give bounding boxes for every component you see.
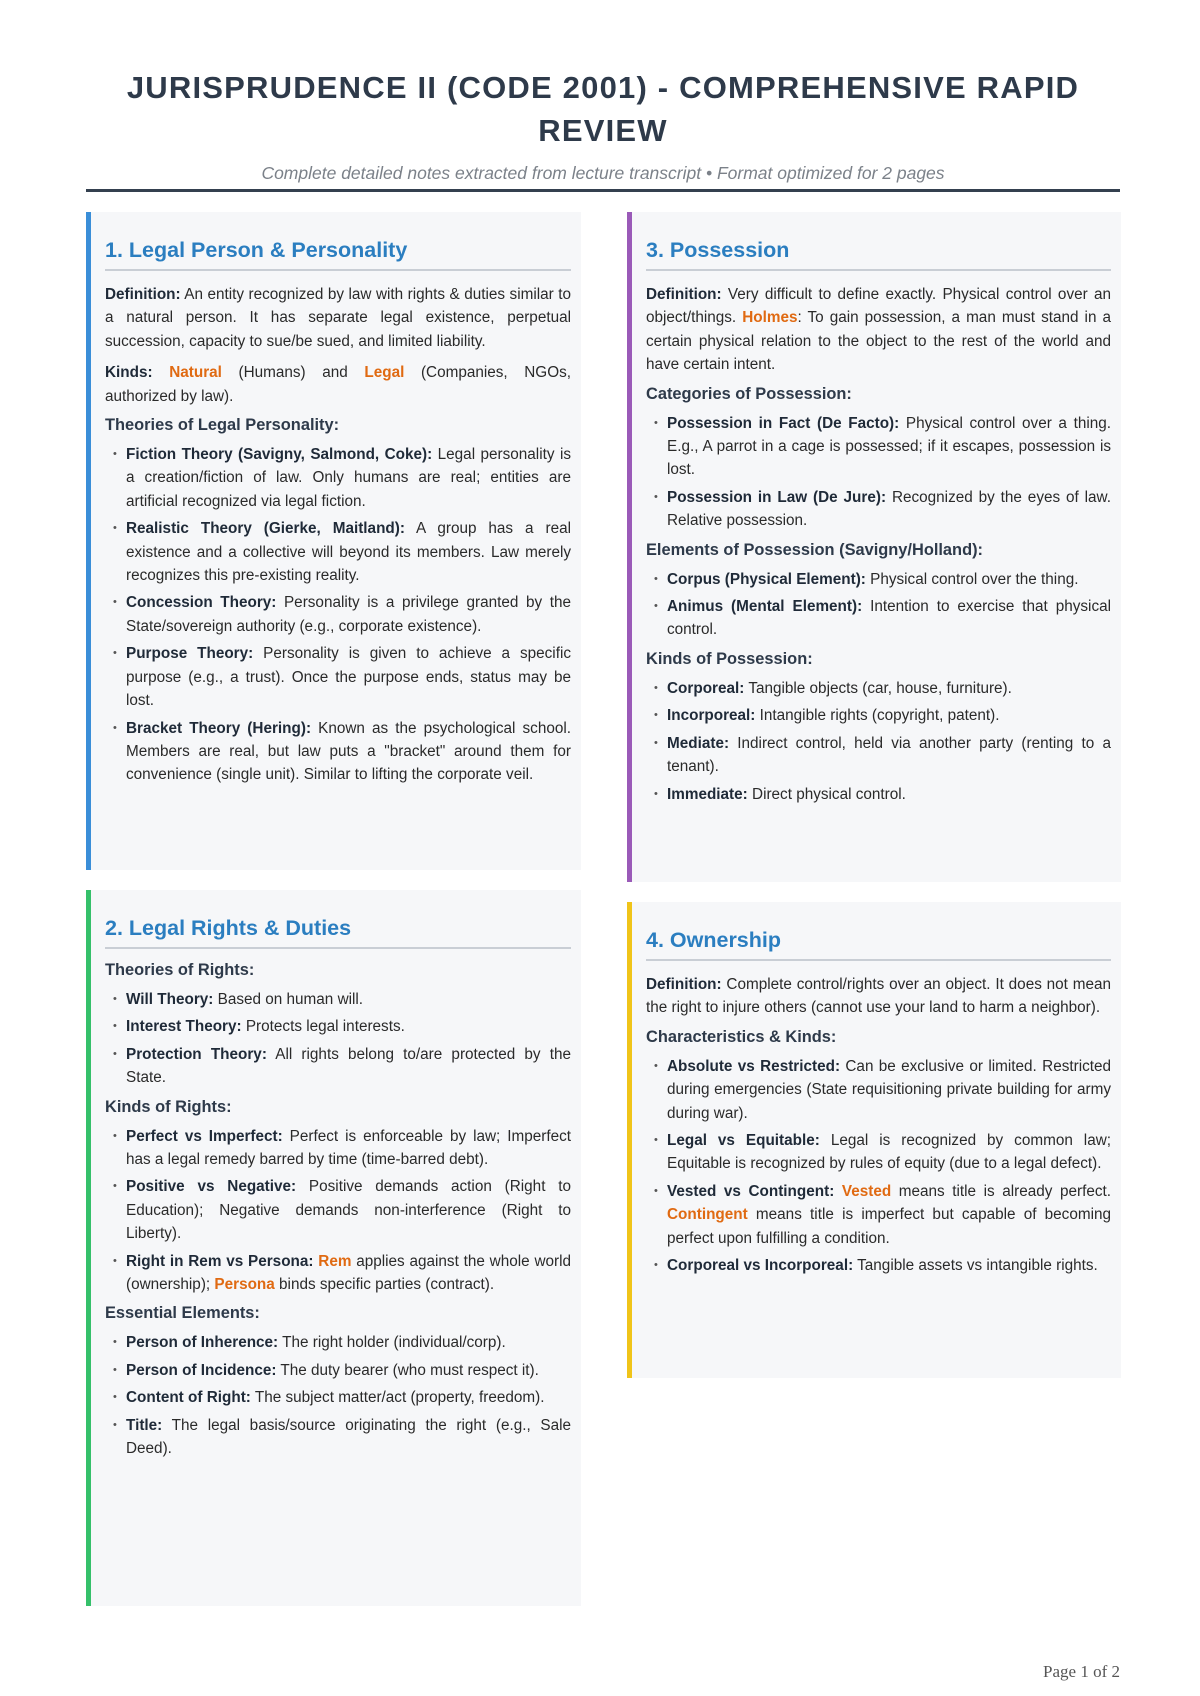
persona-highlight: Persona bbox=[214, 1276, 275, 1294]
definition-text: Complete control/rights over an object. It does not mean the right to injure others (cannot use your land to harm a neighbor). bbox=[646, 976, 1111, 1017]
item-label: Person of Incidence: bbox=[126, 1361, 277, 1379]
list-item bbox=[646, 1180, 1111, 1250]
kinds-label: Kinds: bbox=[105, 364, 153, 382]
rights-theories-list bbox=[105, 988, 571, 1090]
possession-elements-list bbox=[646, 568, 1111, 642]
item-text: The legal basis/source originating the right (e.g., Sale Deed). bbox=[126, 1416, 571, 1458]
page-subtitle: Complete detailed notes extracted from lecture transcript • Format optimized for 2 pages bbox=[261, 163, 945, 183]
definition-label: Definition: bbox=[646, 286, 722, 303]
definition-paragraph bbox=[646, 973, 1111, 1020]
subheading: Theories of Rights: bbox=[105, 961, 255, 979]
item-text: Legal is recognized by common law; Equitable is recognized by rules of equity (due to a legal defect). bbox=[667, 1132, 1112, 1173]
item-label: Protection Theory: bbox=[126, 1045, 267, 1063]
item-label: Possession in Law (De Jure): bbox=[667, 488, 887, 506]
item-text: A group has a real existence and a collective will beyond its members. Law merely recognizes this pre-existing reality. bbox=[126, 520, 571, 585]
page-header bbox=[86, 66, 1120, 184]
definition-paragraph bbox=[646, 283, 1111, 377]
list-item bbox=[105, 1043, 571, 1090]
subheading: Essential Elements: bbox=[105, 1304, 260, 1323]
list-item bbox=[105, 1359, 571, 1382]
list-item bbox=[105, 988, 571, 1011]
section-title: 3. Possession bbox=[646, 238, 1111, 271]
item-text: applies against the whole world (ownership); bbox=[126, 1252, 571, 1294]
definition-text: An entity recognized by law with rights & duties similar to a natural person. It has separate legal existence, perpetual succession, capacity to sue/be sued, and limited liability. bbox=[105, 286, 571, 350]
item-label: Incorporeal: bbox=[667, 707, 756, 725]
item-text: The duty bearer (who must respect it). bbox=[276, 1361, 539, 1379]
list-item bbox=[646, 568, 1111, 591]
page-number: Page 1 of 2 bbox=[1043, 1662, 1120, 1681]
list-item bbox=[105, 1414, 571, 1461]
list-item bbox=[105, 1250, 571, 1297]
item-text: The right holder (individual/corp). bbox=[278, 1334, 506, 1352]
section-legal-rights bbox=[86, 890, 581, 1606]
item-label: Absolute vs Restricted: bbox=[667, 1057, 841, 1075]
section-possession bbox=[627, 212, 1121, 882]
item-label: Corporeal: bbox=[667, 679, 745, 697]
kinds-paragraph bbox=[105, 361, 571, 408]
definition-text: Very difficult to define exactly. Physical control over an object/things. bbox=[646, 286, 1111, 327]
item-text: Can be exclusive or limited. Restricted during emergencies (State requisitioning private building for army during war). bbox=[667, 1057, 1111, 1122]
section-legal-person bbox=[86, 212, 581, 870]
list-item bbox=[646, 704, 1111, 727]
subheading: Theories of Legal Personality: bbox=[105, 416, 340, 435]
item-text: Protects legal interests. bbox=[241, 1018, 405, 1036]
list-item bbox=[646, 1254, 1111, 1277]
list-item bbox=[646, 677, 1111, 700]
item-text: Known as the psychological school. Members are real, but law puts a "bracket" around them for convenience (single unit). Similar to lifting the corporate veil. bbox=[126, 719, 571, 784]
item-label: Right in Rem vs Persona: bbox=[126, 1252, 314, 1270]
item-text: Tangible objects (car, house, furniture). bbox=[744, 679, 1012, 697]
item-label: Immediate: bbox=[667, 785, 748, 803]
contingent-highlight: Contingent bbox=[667, 1206, 748, 1224]
subheading: Elements of Possession (Savigny/Holland): bbox=[646, 540, 983, 559]
subheading: Characteristics & Kinds: bbox=[646, 1027, 837, 1046]
item-label: Positive vs Negative: bbox=[126, 1178, 297, 1196]
item-text: Personality is given to achieve a specific purpose (e.g., a trust). Once the purpose ends, status may be lost. bbox=[126, 645, 571, 710]
list-item bbox=[105, 1175, 571, 1245]
item-label: Realistic Theory (Gierke, Maitland): bbox=[126, 520, 405, 538]
item-text: Personality is a privilege granted by the State/sovereign authority (e.g., corporate existence). bbox=[126, 594, 571, 635]
subheading: Kinds of Possession: bbox=[646, 649, 813, 668]
item-text: Recognized by the eyes of law. Relative possession. bbox=[667, 488, 1112, 530]
header-divider bbox=[86, 189, 1120, 192]
item-space bbox=[834, 1183, 842, 1200]
item-text: Physical control over the thing. bbox=[865, 570, 1079, 588]
item-text: Positive demands action (Right to Education); Negative demands non-interference (Right to Liberty). bbox=[126, 1178, 571, 1243]
item-label: Interest Theory: bbox=[126, 1018, 242, 1036]
holmes-highlight: Holmes bbox=[742, 309, 798, 327]
list-item bbox=[105, 642, 571, 712]
item-text: Tangible assets vs intangible rights. bbox=[853, 1257, 1098, 1275]
list-item bbox=[646, 595, 1111, 642]
definition-label: Definition: bbox=[646, 976, 722, 993]
item-label: Content of Right: bbox=[126, 1389, 251, 1407]
item-text: All rights belong to/are protected by the State. bbox=[126, 1045, 571, 1087]
item-label: Perfect vs Imperfect: bbox=[126, 1127, 283, 1145]
list-item bbox=[105, 1015, 571, 1038]
item-label: Corpus (Physical Element): bbox=[667, 570, 866, 588]
item-text: Indirect control, held via another party (renting to a tenant). bbox=[667, 734, 1111, 776]
item-text: Physical control over a thing. E.g., A parrot in a cage is possessed; if it escapes, possession is lost. bbox=[667, 414, 1111, 479]
list-item bbox=[105, 443, 571, 513]
list-item bbox=[105, 717, 571, 787]
list-item bbox=[105, 517, 571, 587]
item-text: Direct physical control. bbox=[747, 785, 906, 803]
list-item bbox=[646, 412, 1111, 482]
list-item bbox=[105, 1331, 571, 1354]
section-title: 1. Legal Person & Personality bbox=[105, 238, 571, 271]
ownership-kinds-list bbox=[646, 1055, 1111, 1278]
list-item bbox=[646, 1129, 1111, 1176]
definition-paragraph bbox=[105, 283, 571, 353]
item-label: Purpose Theory: bbox=[126, 645, 254, 663]
subheading: Categories of Possession: bbox=[646, 384, 852, 403]
item-label: Possession in Fact (De Facto): bbox=[667, 414, 900, 432]
rem-highlight: Rem bbox=[318, 1252, 352, 1270]
definition-text: : To gain possession, a man must stand in a certain physical relation to the object to the rest of the world and have certain intent. bbox=[646, 309, 1112, 374]
item-label: Vested vs Contingent: bbox=[667, 1182, 835, 1200]
elements-list bbox=[105, 1331, 571, 1460]
item-text: means title is imperfect but capable of becoming perfect upon fulfilling a condition. bbox=[667, 1206, 1111, 1247]
kinds-end-text: (Companies, NGOs, authorized by law). bbox=[105, 364, 572, 405]
item-text: Perfect is enforceable by law; Imperfect has a legal remedy barred by time (time-barred debt). bbox=[126, 1127, 571, 1169]
item-label: Legal vs Equitable: bbox=[667, 1132, 820, 1150]
item-text: binds specific parties (contract). bbox=[274, 1276, 495, 1294]
definition-label: Definition: bbox=[105, 286, 181, 303]
item-label: Bracket Theory (Hering): bbox=[126, 719, 312, 737]
vested-highlight: Vested bbox=[841, 1182, 892, 1200]
item-label: Concession Theory: bbox=[126, 594, 277, 612]
theories-list bbox=[105, 443, 571, 787]
list-item bbox=[646, 732, 1111, 779]
item-text: Legal personality is a creation/fiction of law. Only humans are real; entities are artificial recognized via legal fiction. bbox=[126, 446, 571, 510]
list-item bbox=[105, 1386, 571, 1409]
item-text: Intangible rights (copyright, patent). bbox=[755, 707, 1000, 725]
item-label: Fiction Theory (Savigny, Salmond, Coke): bbox=[126, 446, 433, 464]
section-title: 2. Legal Rights & Duties bbox=[105, 916, 571, 949]
section-ownership bbox=[627, 902, 1121, 1378]
kinds-legal-highlight: Legal bbox=[364, 364, 405, 382]
kinds-natural-highlight: Natural bbox=[169, 364, 222, 382]
item-label: Mediate: bbox=[667, 734, 730, 752]
item-label: Will Theory: bbox=[126, 991, 214, 1008]
list-item bbox=[105, 1125, 571, 1172]
item-text: Intention to exercise that physical control. bbox=[667, 598, 1112, 639]
list-item bbox=[646, 486, 1111, 533]
item-text: The subject matter/act (property, freedom). bbox=[250, 1389, 545, 1407]
list-item bbox=[646, 783, 1111, 806]
subheading: Kinds of Rights: bbox=[105, 1097, 232, 1116]
item-text: means title is already perfect. bbox=[891, 1182, 1112, 1200]
kinds-mid-text: (Humans) and bbox=[221, 364, 365, 382]
section-title: 4. Ownership bbox=[646, 928, 1111, 961]
item-text: Based on human will. bbox=[213, 991, 364, 1008]
page-title: JURISPRUDENCE II (CODE 2001) - COMPREHENSIVE RAPID REVIEW bbox=[126, 70, 1080, 148]
item-label: Animus (Mental Element): bbox=[667, 598, 863, 616]
item-label: Title: bbox=[126, 1416, 163, 1434]
list-item bbox=[105, 591, 571, 638]
rights-kinds-list bbox=[105, 1125, 571, 1297]
list-item bbox=[646, 1055, 1111, 1125]
possession-kinds-list bbox=[646, 677, 1111, 806]
item-label: Person of Inherence: bbox=[126, 1334, 279, 1352]
categories-list bbox=[646, 412, 1111, 533]
item-label: Corporeal vs Incorporeal: bbox=[667, 1257, 854, 1275]
